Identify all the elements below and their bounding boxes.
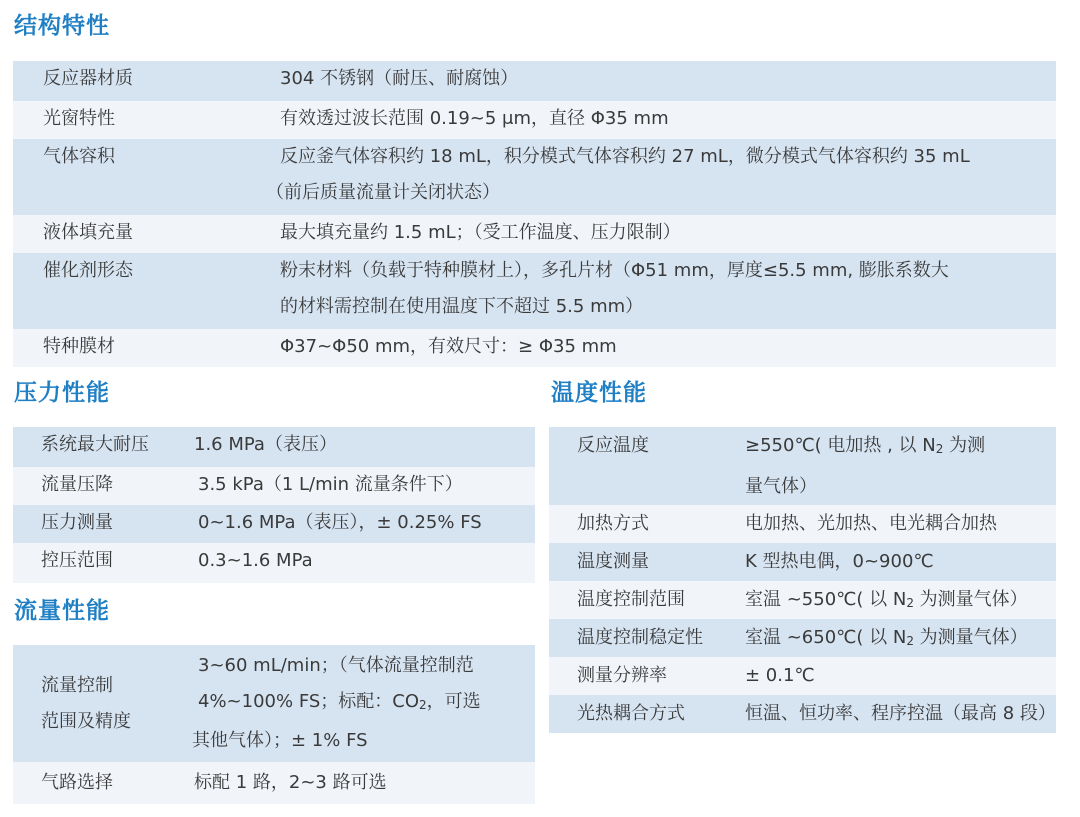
section-title-temperature: 温度性能 (551, 380, 647, 406)
row-label: 控压范围 (41, 550, 113, 571)
row-label: 气体容积 (43, 146, 115, 167)
row-label: 流量压降 (41, 474, 113, 495)
pressure-table (13, 427, 535, 583)
row-label: 反应温度 (577, 435, 649, 456)
row-label: 特种膜材 (43, 336, 115, 357)
row-value: 电加热、光加热、电光耦合加热 (745, 513, 997, 534)
row-label: 测量分辨率 (577, 665, 667, 686)
section-title-pressure: 压力性能 (14, 380, 110, 406)
table-row (13, 101, 1056, 139)
row-value: 粉末材料（负载于特种膜材上），多孔片材（Φ51 mm，厚度≤5.5 mm, 膨胀系数大 的材料需控制在使用温度下不超过 5.5 mm） (280, 260, 949, 317)
row-label: 反应器材质 (43, 68, 133, 89)
row-label: 催化剂形态 (43, 260, 133, 281)
structure-table (13, 61, 1056, 367)
row-value: Φ37~Φ50 mm，有效尺寸：≥ Φ35 mm (280, 336, 617, 357)
table-row (549, 505, 1056, 543)
row-value: 恒温、恒功率、程序控温（最高 8 段） (745, 703, 1056, 724)
row-value: 304 不锈钢（耐压、耐腐蚀） (280, 68, 519, 89)
row-label: 液体填充量 (43, 222, 133, 243)
table-row (549, 427, 1056, 505)
table-row (549, 581, 1056, 619)
table-row (13, 253, 1056, 329)
table-row (13, 645, 535, 762)
row-value: 0~1.6 MPa（表压），± 0.25% FS (198, 512, 482, 533)
row-value: 反应釜气体容积约 18 mL，积分模式气体容积约 27 mL，微分模式气体容积约 35 mL （前后质量流量计关闭状态） (266, 146, 970, 203)
row-label: 压力测量 (41, 512, 113, 533)
row-value: 0.3~1.6 MPa (198, 550, 313, 571)
row-value: 标配 1 路，2~3 路可选 (194, 772, 387, 793)
row-value: 1.6 MPa（表压） (194, 434, 337, 455)
row-label: 流量控制 范围及精度 (41, 674, 131, 732)
row-value: K 型热电偶，0~900℃ (745, 551, 934, 572)
table-row (13, 61, 1056, 101)
row-value: 3.5 kPa（1 L/min 流量条件下） (198, 474, 463, 495)
row-label: 温度控制稳定性 (577, 627, 703, 648)
table-row (549, 657, 1056, 695)
table-row (549, 543, 1056, 581)
row-value: 3~60 mL/min；（气体流量控制范 4%~100% FS；标配：$CO_2$，可选 其他气体）；± 1% FS (192, 655, 481, 751)
row-label: 气路选择 (41, 772, 113, 793)
row-value: ≥550℃( 电加热 , 以 $N_2$ 为测 量气体） (745, 435, 986, 497)
row-value: ± 0.1℃ (745, 665, 815, 686)
row-label: 系统最大耐压 (41, 434, 149, 455)
table-row (13, 505, 535, 543)
row-label: 光热耦合方式 (577, 703, 685, 724)
row-value: 最大填充量约 1.5 mL；（受工作温度、压力限制） (280, 222, 681, 243)
table-row (13, 139, 1056, 215)
row-label: 光窗特性 (43, 108, 115, 129)
row-value: 室温 ~650℃( 以 $N_2$ 为测量气体） (745, 627, 1028, 648)
table-row (549, 695, 1056, 733)
table-row (13, 762, 535, 804)
table-row (13, 329, 1056, 367)
row-label: 温度控制范围 (577, 589, 685, 610)
flow-table (13, 645, 535, 804)
table-row (13, 543, 535, 583)
row-label: 加热方式 (577, 513, 649, 534)
table-row (13, 467, 535, 505)
row-label: 温度测量 (577, 551, 649, 572)
row-value: 有效透过波长范围 0.19~5 μm，直径 Φ35 mm (280, 108, 669, 129)
table-row (549, 619, 1056, 657)
row-value: 室温 ~550℃( 以 $N_2$ 为测量气体） (745, 589, 1028, 610)
temperature-table (549, 427, 1056, 733)
table-row (13, 215, 1056, 253)
table-row (13, 427, 535, 467)
section-title-structure: 结构特性 (14, 13, 110, 39)
section-title-flow: 流量性能 (14, 598, 110, 624)
